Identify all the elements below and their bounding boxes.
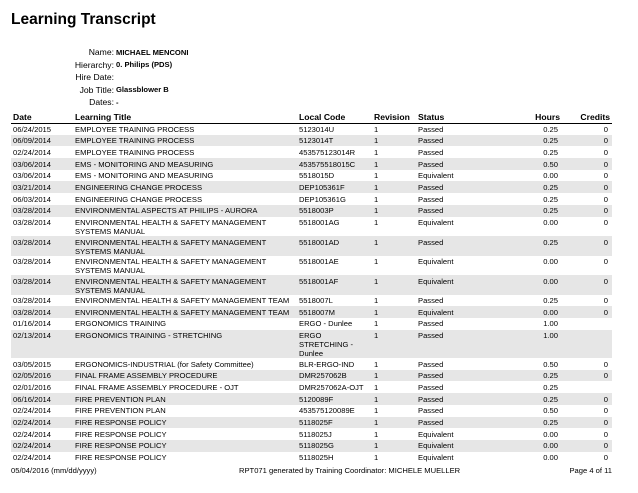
local-code-cell: DEP105361G	[299, 194, 346, 204]
hire-date-row	[60, 71, 188, 84]
table-row	[11, 295, 612, 307]
employee-info	[60, 46, 188, 109]
revision-cell: 1	[372, 393, 416, 405]
table-row	[11, 381, 612, 393]
local-code-cell: 5118025H	[299, 453, 334, 463]
hours-cell: 0.50	[543, 359, 558, 369]
date-cell: 02/24/2014	[13, 147, 52, 157]
local-code-cell: 5118025F	[297, 417, 372, 429]
revision-cell: 1	[374, 147, 379, 157]
date-cell: 03/28/2014	[11, 236, 73, 256]
hours-cell: 0.00	[543, 171, 558, 181]
hours-cell: 0.00	[543, 429, 558, 439]
date-cell: 02/24/2014	[13, 429, 52, 439]
local-code-cell: 5123014U	[299, 125, 335, 134]
credits-cell: 0	[562, 236, 612, 256]
status-cell: Passed	[416, 370, 494, 382]
revision-cell: 1	[374, 453, 379, 463]
credits-cell: 0	[562, 275, 612, 295]
local-code-cell: 5518007M	[297, 306, 372, 318]
date-cell: 03/28/2014	[11, 275, 73, 295]
date-cell: 02/13/2014	[11, 330, 73, 359]
hours-cell: 0.25	[543, 296, 558, 305]
credits-cell: 0	[603, 171, 608, 181]
date-cell: 03/28/2014	[11, 205, 73, 217]
local-code-cell: 5518001AE	[299, 257, 339, 266]
revision-cell: 1	[374, 257, 379, 266]
status-cell: Passed	[416, 417, 494, 429]
table-row	[11, 123, 612, 135]
date-cell: 03/21/2014	[11, 181, 73, 193]
revision-cell: 1	[374, 429, 379, 439]
dates-value: -	[116, 97, 119, 107]
learning-title-cell: ERGONOMICS TRAINING - STRETCHING	[73, 330, 297, 359]
name-row	[60, 46, 188, 59]
hours-cell: 1.00	[494, 330, 562, 359]
local-code-cell: ERGO STRETCHING - Dunlee	[297, 330, 372, 359]
hours-cell: 0.25	[543, 147, 558, 157]
learning-title-cell: ENVIRONMENTAL HEALTH & SAFETY MANAGEMENT SYSTEMS MANUAL	[75, 218, 267, 236]
page-footer	[11, 466, 612, 475]
status-cell: Passed	[418, 406, 444, 416]
hours-cell: 0.50	[543, 406, 558, 416]
table-row	[11, 135, 612, 147]
learning-title-cell: ERGONOMICS-INDUSTRIAL (for Safety Committee)	[75, 359, 254, 369]
credits-cell: 0	[603, 453, 608, 463]
local-code-cell: 453575120089E	[299, 406, 355, 416]
hours-cell: 0.25	[543, 125, 558, 134]
local-code-cell: 5518001AD	[297, 236, 372, 256]
revision-cell: 1	[372, 440, 416, 452]
learning-title-cell: ENVIRONMENTAL HEALTH & SAFETY MANAGEMENT TEAM	[73, 306, 297, 318]
local-code-cell: 5123014T	[297, 135, 372, 147]
date-cell: 02/24/2014	[11, 440, 73, 452]
table-row	[11, 217, 612, 237]
revision-cell: 1	[374, 296, 379, 305]
hours-cell: 0.00	[494, 275, 562, 295]
hours-cell: 0.25	[543, 382, 558, 392]
local-code-cell: BLR-ERGO-IND	[299, 359, 355, 369]
hours-cell: 0.50	[494, 158, 562, 170]
learning-title-cell: FINAL FRAME ASSEMBLY PROCEDURE - OJT	[75, 382, 239, 392]
date-cell: 02/24/2014	[11, 417, 73, 429]
local-code-cell: 5518001AG	[299, 218, 340, 227]
hours-cell: 1.00	[543, 319, 558, 329]
revision-cell: 1	[374, 359, 379, 369]
job-title-row	[60, 84, 188, 97]
table-row	[11, 256, 612, 276]
credits-cell: 0	[562, 135, 612, 147]
learning-title-cell: ENVIRONMENTAL HEALTH & SAFETY MANAGEMENT SYSTEMS MANUAL	[73, 275, 297, 295]
column-header-credits: Credits	[562, 111, 612, 123]
local-code-cell: 5518001AF	[297, 275, 372, 295]
credits-cell: 0	[603, 147, 608, 157]
local-code-cell: 5120089F	[297, 393, 372, 405]
name-label: Name:	[88, 47, 114, 58]
credits-cell	[562, 381, 612, 393]
job-title-value: Glassblower B	[116, 85, 169, 95]
table-row	[11, 452, 612, 464]
status-cell: Passed	[416, 181, 494, 193]
learning-title-cell: FIRE PREVENTION PLAN	[75, 406, 166, 416]
credits-cell: 0	[603, 257, 608, 266]
hours-cell: 0.25	[494, 205, 562, 217]
hierarchy-value: 0. Philips (PDS)	[116, 60, 173, 70]
credits-cell: 0	[562, 306, 612, 318]
table-row	[11, 318, 612, 330]
status-cell: Passed	[418, 319, 444, 329]
table-row	[11, 236, 612, 256]
revision-cell: 1	[374, 194, 379, 204]
hours-cell: 0.00	[543, 453, 558, 463]
learning-title-cell: EMS - MONITORING AND MEASURING	[73, 158, 297, 170]
date-cell: 03/06/2014	[13, 171, 52, 181]
status-cell: Passed	[416, 158, 494, 170]
status-cell: Passed	[418, 296, 444, 305]
date-cell: 01/16/2014	[13, 319, 52, 329]
learning-title-cell: ENGINEERING CHANGE PROCESS	[75, 194, 203, 204]
column-header-local-code: Local Code	[297, 111, 372, 123]
learning-title-cell: EMPLOYEE TRAINING PROCESS	[75, 125, 195, 134]
revision-cell: 1	[374, 406, 379, 416]
footer-date: 05/04/2016 (mm/dd/yyyy)	[11, 466, 97, 475]
hierarchy-row	[60, 59, 188, 72]
table-row	[11, 417, 612, 429]
hours-cell: 0.25	[494, 236, 562, 256]
column-header-status: Status	[416, 111, 494, 123]
learning-title-cell: ENVIRONMENTAL HEALTH & SAFETY MANAGEMENT SYSTEMS MANUAL	[73, 236, 297, 256]
date-cell: 06/16/2014	[11, 393, 73, 405]
status-cell: Passed	[416, 135, 494, 147]
status-cell: Equivalent	[418, 429, 454, 439]
table-body	[11, 123, 612, 463]
status-cell: Equivalent	[418, 218, 454, 227]
hours-cell: 0.00	[494, 440, 562, 452]
hierarchy-label: Hierarchy:	[74, 59, 114, 70]
hours-cell: 0.25	[494, 393, 562, 405]
hours-cell: 0.25	[494, 181, 562, 193]
revision-cell: 1	[372, 135, 416, 147]
status-cell: Passed	[418, 194, 444, 204]
learning-title-cell: EMPLOYEE TRAINING PROCESS	[75, 147, 195, 157]
hours-cell: 0.25	[494, 135, 562, 147]
column-header-date: Date	[11, 111, 73, 123]
credits-cell: 0	[603, 429, 608, 439]
credits-cell: 0	[603, 125, 608, 134]
revision-cell: 1	[372, 330, 416, 359]
table-row	[11, 370, 612, 382]
date-cell: 03/28/2014	[13, 257, 52, 266]
credits-cell: 0	[562, 417, 612, 429]
date-cell: 06/03/2014	[13, 194, 52, 204]
status-cell: Equivalent	[418, 257, 454, 266]
name-value: MICHAEL MENCONI	[116, 47, 189, 57]
dates-label: Dates:	[89, 97, 114, 108]
table-row	[11, 170, 612, 182]
date-cell: 03/06/2014	[11, 158, 73, 170]
status-cell: Equivalent	[416, 306, 494, 318]
learning-title-cell: ENVIRONMENTAL ASPECTS AT PHILIPS - AURORA	[73, 205, 297, 217]
table-header-row	[11, 111, 612, 123]
learning-title-cell: FIRE RESPONSE POLICY	[75, 429, 167, 439]
revision-cell: 1	[374, 319, 379, 329]
transcript-table	[11, 111, 612, 463]
revision-cell: 1	[372, 370, 416, 382]
table-row	[11, 405, 612, 417]
hours-cell: 0.00	[494, 306, 562, 318]
learning-title-cell: EMS - MONITORING AND MEASURING	[75, 171, 214, 181]
table-row	[11, 428, 612, 440]
credits-cell: 0	[562, 205, 612, 217]
table-row	[11, 393, 612, 405]
revision-cell: 1	[374, 382, 379, 392]
document-title: Learning Transcript	[11, 11, 156, 28]
learning-title-cell: ERGONOMICS TRAINING	[75, 319, 166, 329]
transcript-table-container	[11, 111, 612, 463]
revision-cell: 1	[374, 171, 379, 181]
job-title-label: Job Title:	[79, 84, 114, 95]
local-code-cell: 5118025J	[299, 429, 332, 439]
credits-cell: 0	[562, 158, 612, 170]
status-cell: Passed	[416, 330, 494, 359]
credits-cell: 0	[562, 393, 612, 405]
local-code-cell: 5518015D	[299, 171, 335, 181]
status-cell: Equivalent	[416, 440, 494, 452]
learning-title-cell: EMPLOYEE TRAINING PROCESS	[73, 135, 297, 147]
learning-title-cell: ENGINEERING CHANGE PROCESS	[73, 181, 297, 193]
table-row	[11, 158, 612, 170]
status-cell: Passed	[416, 236, 494, 256]
credits-cell	[562, 330, 612, 359]
revision-cell: 1	[372, 306, 416, 318]
revision-cell: 1	[372, 158, 416, 170]
local-code-cell: DMR257062B	[297, 370, 372, 382]
column-header-revision: Revision	[372, 111, 416, 123]
hours-cell: 0.25	[543, 194, 558, 204]
revision-cell: 1	[374, 218, 379, 227]
dates-row	[60, 96, 188, 109]
status-cell: Passed	[418, 359, 444, 369]
credits-cell: 0	[562, 440, 612, 452]
revision-cell: 1	[372, 181, 416, 193]
learning-title-cell: FINAL FRAME ASSEMBLY PROCEDURE	[73, 370, 297, 382]
credits-cell: 0	[603, 194, 608, 204]
learning-title-cell: ENVIRONMENTAL HEALTH & SAFETY MANAGEMENT SYSTEMS MANUAL	[75, 257, 267, 275]
revision-cell: 1	[372, 205, 416, 217]
local-code-cell: ERGO - Dunlee	[299, 319, 353, 329]
learning-title-cell: FIRE RESPONSE POLICY	[73, 417, 297, 429]
table-row	[11, 440, 612, 452]
status-cell: Passed	[418, 147, 444, 157]
learning-title-cell: FIRE RESPONSE POLICY	[75, 453, 167, 463]
credits-cell: 0	[562, 181, 612, 193]
date-cell: 03/05/2015	[13, 359, 52, 369]
credits-cell: 0	[603, 296, 608, 305]
date-cell: 03/28/2014	[13, 296, 52, 305]
local-code-cell: 453575518015C	[297, 158, 372, 170]
revision-cell: 1	[372, 275, 416, 295]
local-code-cell: 5118025G	[297, 440, 372, 452]
learning-title-cell: FIRE RESPONSE POLICY	[73, 440, 297, 452]
local-code-cell: 5518003P	[297, 205, 372, 217]
credits-cell	[562, 318, 612, 330]
revision-cell: 1	[372, 417, 416, 429]
table-row	[11, 306, 612, 318]
hours-cell: 0.00	[543, 257, 558, 266]
status-cell: Passed	[418, 382, 444, 392]
credits-cell: 0	[603, 359, 608, 369]
hours-cell: 0.25	[494, 417, 562, 429]
table-row	[11, 358, 612, 370]
column-header-learning-title: Learning Title	[73, 111, 297, 123]
local-code-cell: 453575123014R	[299, 147, 356, 157]
table-row	[11, 275, 612, 295]
credits-cell: 0	[603, 218, 608, 227]
hire-date-label: Hire Date:	[75, 72, 114, 83]
table-row	[11, 193, 612, 205]
footer-page-number: Page 4 of 11	[569, 466, 612, 475]
local-code-cell: DEP105361F	[297, 181, 372, 193]
table-row	[11, 205, 612, 217]
date-cell: 02/24/2014	[13, 453, 52, 463]
hours-cell: 0.00	[543, 218, 558, 227]
status-cell: Passed	[416, 393, 494, 405]
column-header-hours: Hours	[494, 111, 562, 123]
status-cell: Equivalent	[416, 275, 494, 295]
status-cell: Equivalent	[418, 171, 454, 181]
table-row	[11, 330, 612, 359]
table-row	[11, 181, 612, 193]
table-row	[11, 146, 612, 158]
date-cell: 03/28/2014	[11, 306, 73, 318]
date-cell: 02/01/2016	[13, 382, 52, 392]
date-cell: 02/05/2016	[11, 370, 73, 382]
credits-cell: 0	[562, 370, 612, 382]
local-code-cell: DMR257062A-OJT	[299, 382, 364, 392]
date-cell: 06/24/2015	[13, 125, 52, 134]
revision-cell: 1	[374, 125, 379, 134]
local-code-cell: 5518007L	[299, 296, 333, 305]
date-cell: 06/09/2014	[11, 135, 73, 147]
hours-cell: 0.25	[494, 370, 562, 382]
revision-cell: 1	[372, 236, 416, 256]
footer-generated-by: RPT071 generated by Training Coordinator: MICHELE MUELLER	[239, 466, 461, 475]
learning-title-cell: ENVIRONMENTAL HEALTH & SAFETY MANAGEMENT TEAM	[75, 296, 290, 305]
date-cell: 03/28/2014	[13, 218, 52, 227]
status-cell: Passed	[418, 125, 444, 134]
learning-title-cell: FIRE PREVENTION PLAN	[73, 393, 297, 405]
date-cell: 02/24/2014	[13, 406, 52, 416]
status-cell: Equivalent	[418, 453, 454, 463]
status-cell: Passed	[416, 205, 494, 217]
credits-cell: 0	[603, 406, 608, 416]
